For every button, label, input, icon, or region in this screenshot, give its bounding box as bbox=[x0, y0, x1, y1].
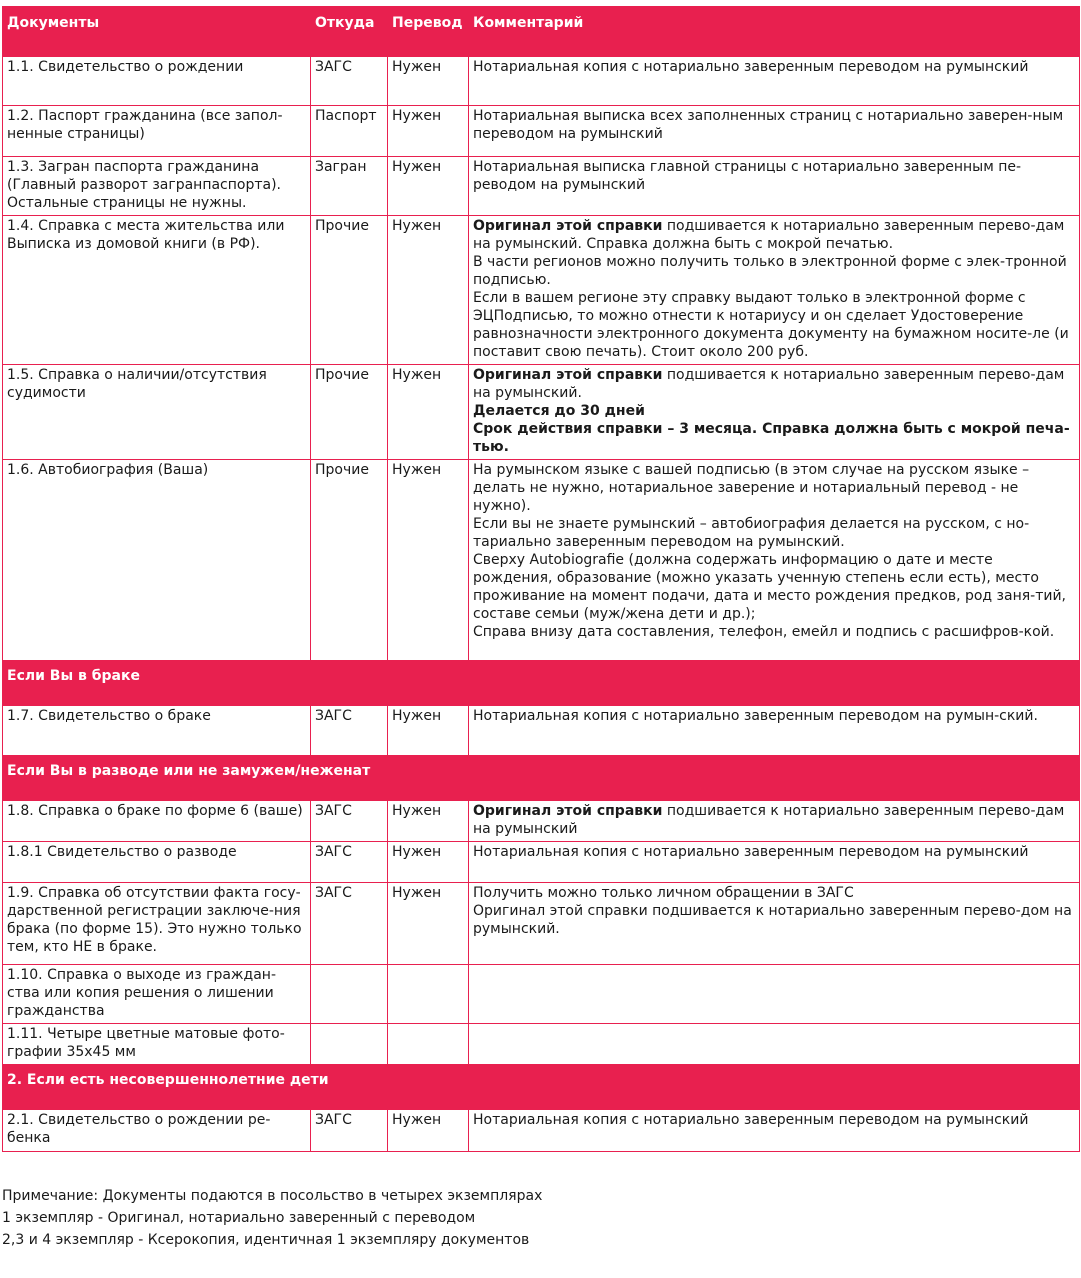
comment-cell bbox=[469, 57, 1080, 106]
comment-paragraph bbox=[473, 289, 1075, 361]
comment-cell bbox=[469, 965, 1080, 1024]
document-cell: 1.6. Автобиография (Ваша) bbox=[3, 460, 311, 661]
translation-cell: Нужен bbox=[388, 460, 469, 661]
comment-bold-text: Оригинал этой справки bbox=[473, 367, 663, 383]
table-row bbox=[3, 57, 1080, 106]
comment-text: Оригинал этой справки подшивается к нотариально заверенным перево-дом на румынский. bbox=[473, 903, 1072, 937]
translation-cell: Нужен bbox=[388, 157, 469, 216]
comment-text: Нотариальная копия с нотариально заверенным переводом на румын-ский. bbox=[473, 708, 1038, 724]
section-children bbox=[3, 1065, 1080, 1110]
comment-bold-text: Оригинал этой справки bbox=[473, 218, 663, 234]
comment-cell bbox=[469, 1110, 1080, 1152]
comment-cell bbox=[469, 706, 1080, 756]
comment-paragraph bbox=[473, 551, 1075, 623]
comment-bold-text: Делается до 30 дней bbox=[473, 403, 645, 419]
table-header-row bbox=[3, 7, 1080, 57]
header-documents: Документы bbox=[3, 7, 311, 57]
section-married bbox=[3, 661, 1080, 706]
comment-text: В части регионов можно получить только в электронной форме с элек-тронной подписью. bbox=[473, 254, 1067, 288]
document-cell: 1.3. Загран паспорта гражданина (Главный разворот загранпаспорта). Остальные страницы не нужны. bbox=[3, 157, 311, 216]
comment-paragraph bbox=[473, 623, 1075, 641]
comment-text: Нотариальная выписка всех заполненных страниц с нотариально заверен-ным переводом на румынский bbox=[473, 108, 1064, 142]
translation-cell bbox=[388, 965, 469, 1024]
document-cell: 1.2. Паспорт гражданина (все запол-ненные страницы) bbox=[3, 106, 311, 157]
source-cell: Прочие bbox=[311, 460, 388, 661]
comment-text: Сверху Autobiografie (должна содержать информацию о дате и месте рождения, образование (можно указать ученную степень если есть), место проживание на момент подачи, дата и место рождения предков, род заня-тий, составе семьи (муж/жена дети и др.); bbox=[473, 552, 1067, 622]
comment-paragraph bbox=[473, 1111, 1075, 1129]
header-source: Откуда bbox=[311, 7, 388, 57]
comment-paragraph bbox=[473, 515, 1075, 551]
comment-paragraph bbox=[473, 902, 1075, 938]
comment-text: Если в вашем регионе эту справку выдают только в электронной форме с ЭЦПодписью, то можно отнести к нотариусу и он сделает Удостоверение равнозначности электронного документа документу на бумажном носите-ле (и поставит свою печать). Стоит около 200 руб. bbox=[473, 290, 1069, 360]
comment-text: Если вы не знаете румынский – автобиография делается на русском, с но-тариально заверенным переводом на румынский. bbox=[473, 516, 1030, 550]
comment-text: Нотариальная выписка главной страницы с нотариально заверенным пе-реводом на румынский bbox=[473, 159, 1022, 193]
translation-cell bbox=[388, 1024, 469, 1065]
translation-cell: Нужен bbox=[388, 1110, 469, 1152]
document-cell: 1.4. Справка с места жительства или Выписка из домовой книги (в РФ). bbox=[3, 216, 311, 365]
source-cell: ЗАГС bbox=[311, 706, 388, 756]
source-cell: ЗАГС bbox=[311, 801, 388, 842]
table-row bbox=[3, 706, 1080, 756]
comment-bold-text: Оригинал этой справки bbox=[473, 803, 663, 819]
table-row bbox=[3, 842, 1080, 883]
source-cell: Загран bbox=[311, 157, 388, 216]
source-cell: ЗАГС bbox=[311, 842, 388, 883]
table-row bbox=[3, 1024, 1080, 1065]
comment-paragraph bbox=[473, 58, 1075, 76]
document-cell: 1.9. Справка об отсутствии факта госу-дарственной регистрации заключе-ния брака (по форме 15). Это нужно только тем, кто НЕ в браке. bbox=[3, 883, 311, 965]
document-cell: 1.11. Четыре цветные матовые фото-графии 35х45 мм bbox=[3, 1024, 311, 1065]
translation-cell: Нужен bbox=[388, 801, 469, 842]
comment-paragraph bbox=[473, 461, 1075, 515]
comment-text: подшивается к нотариально заверенным перево-дам на румынский. Справка должна быть с мокрой печатью. bbox=[473, 218, 1065, 252]
source-cell bbox=[311, 965, 388, 1024]
table-row bbox=[3, 106, 1080, 157]
source-cell: Паспорт bbox=[311, 106, 388, 157]
comment-paragraph bbox=[473, 884, 1075, 902]
translation-cell: Нужен bbox=[388, 842, 469, 883]
table-row bbox=[3, 1110, 1080, 1152]
comment-paragraph bbox=[473, 217, 1075, 253]
header-translation: Перевод bbox=[388, 7, 469, 57]
table-row bbox=[3, 801, 1080, 842]
section-title: Если Вы в разводе или не замужем/неженат bbox=[3, 756, 1080, 801]
section-title: Если Вы в браке bbox=[3, 661, 1080, 706]
comment-paragraph bbox=[473, 402, 1075, 420]
document-cell: 2.1. Свидетельство о рождении ре-бенка bbox=[3, 1110, 311, 1152]
documents-table bbox=[2, 6, 1080, 1152]
comment-text: Нотариальная копия с нотариально заверенным переводом на румынский bbox=[473, 59, 1029, 75]
comment-text: подшивается к нотариально заверенным перево-дам на румынский bbox=[473, 803, 1065, 837]
comment-paragraph bbox=[473, 707, 1075, 725]
document-cell: 1.7. Свидетельство о браке bbox=[3, 706, 311, 756]
footnote bbox=[2, 1185, 1072, 1251]
source-cell: Прочие bbox=[311, 365, 388, 460]
comment-cell bbox=[469, 365, 1080, 460]
comment-paragraph bbox=[473, 158, 1075, 194]
table-row bbox=[3, 883, 1080, 965]
comment-paragraph bbox=[473, 420, 1075, 456]
translation-cell: Нужен bbox=[388, 57, 469, 106]
comment-cell bbox=[469, 842, 1080, 883]
comment-paragraph bbox=[473, 107, 1075, 143]
comment-text: Нотариальная копия с нотариально заверенным переводом на румынский bbox=[473, 1112, 1029, 1128]
section-title: 2. Если есть несовершеннолетние дети bbox=[3, 1065, 1080, 1110]
comment-cell bbox=[469, 801, 1080, 842]
comment-text: подшивается к нотариально заверенным перево-дам на румынский. bbox=[473, 367, 1065, 401]
document-cell: 1.8. Справка о браке по форме 6 (ваше) bbox=[3, 801, 311, 842]
document-cell: 1.8.1 Свидетельство о разводе bbox=[3, 842, 311, 883]
comment-cell bbox=[469, 883, 1080, 965]
document-cell: 1.5. Справка о наличии/отсутствия судимости bbox=[3, 365, 311, 460]
comment-cell bbox=[469, 106, 1080, 157]
table-row bbox=[3, 965, 1080, 1024]
translation-cell: Нужен bbox=[388, 365, 469, 460]
comment-text: На румынском языке с вашей подписью (в этом случае на русском языке – делать не нужно, нотариальное заверение и нотариальный перевод - не нужно). bbox=[473, 462, 1030, 514]
comment-paragraph bbox=[473, 253, 1075, 289]
section-divorced bbox=[3, 756, 1080, 801]
footnote-line-3: 2,3 и 4 экземпляр - Ксерокопия, идентичная 1 экземпляру документов bbox=[2, 1232, 530, 1248]
table-row bbox=[3, 157, 1080, 216]
source-cell bbox=[311, 1024, 388, 1065]
comment-cell bbox=[469, 460, 1080, 661]
comment-paragraph bbox=[473, 843, 1075, 861]
document-cell: 1.1. Свидетельство о рождении bbox=[3, 57, 311, 106]
comment-text: Получить можно только личном обращении в ЗАГС bbox=[473, 885, 854, 901]
comment-cell bbox=[469, 1024, 1080, 1065]
source-cell: Прочие bbox=[311, 216, 388, 365]
source-cell: ЗАГС bbox=[311, 1110, 388, 1152]
footnote-line-2: 1 экземпляр - Оригинал, нотариально заверенный с переводом bbox=[2, 1210, 476, 1226]
comment-paragraph bbox=[473, 366, 1075, 402]
header-comment: Комментарий bbox=[469, 7, 1080, 57]
comment-cell bbox=[469, 157, 1080, 216]
comment-cell bbox=[469, 216, 1080, 365]
translation-cell: Нужен bbox=[388, 106, 469, 157]
table-row bbox=[3, 216, 1080, 365]
comment-text: Нотариальная копия с нотариально заверенным переводом на румынский bbox=[473, 844, 1029, 860]
comment-bold-text: Срок действия справки – 3 месяца. Справка должна быть с мокрой печа-тью. bbox=[473, 421, 1070, 455]
translation-cell: Нужен bbox=[388, 883, 469, 965]
footnote-line-1: Примечание: Документы подаются в посольство в четырех экземплярах bbox=[2, 1188, 543, 1204]
table-row bbox=[3, 365, 1080, 460]
translation-cell: Нужен bbox=[388, 706, 469, 756]
comment-text: Справа внизу дата составления, телефон, емейл и подпись с расшифров-кой. bbox=[473, 624, 1055, 640]
document-cell: 1.10. Справка о выходе из граждан-ства или копия решения о лишении гражданства bbox=[3, 965, 311, 1024]
source-cell: ЗАГС bbox=[311, 883, 388, 965]
translation-cell: Нужен bbox=[388, 216, 469, 365]
comment-paragraph bbox=[473, 802, 1075, 838]
table-row bbox=[3, 460, 1080, 661]
source-cell: ЗАГС bbox=[311, 57, 388, 106]
